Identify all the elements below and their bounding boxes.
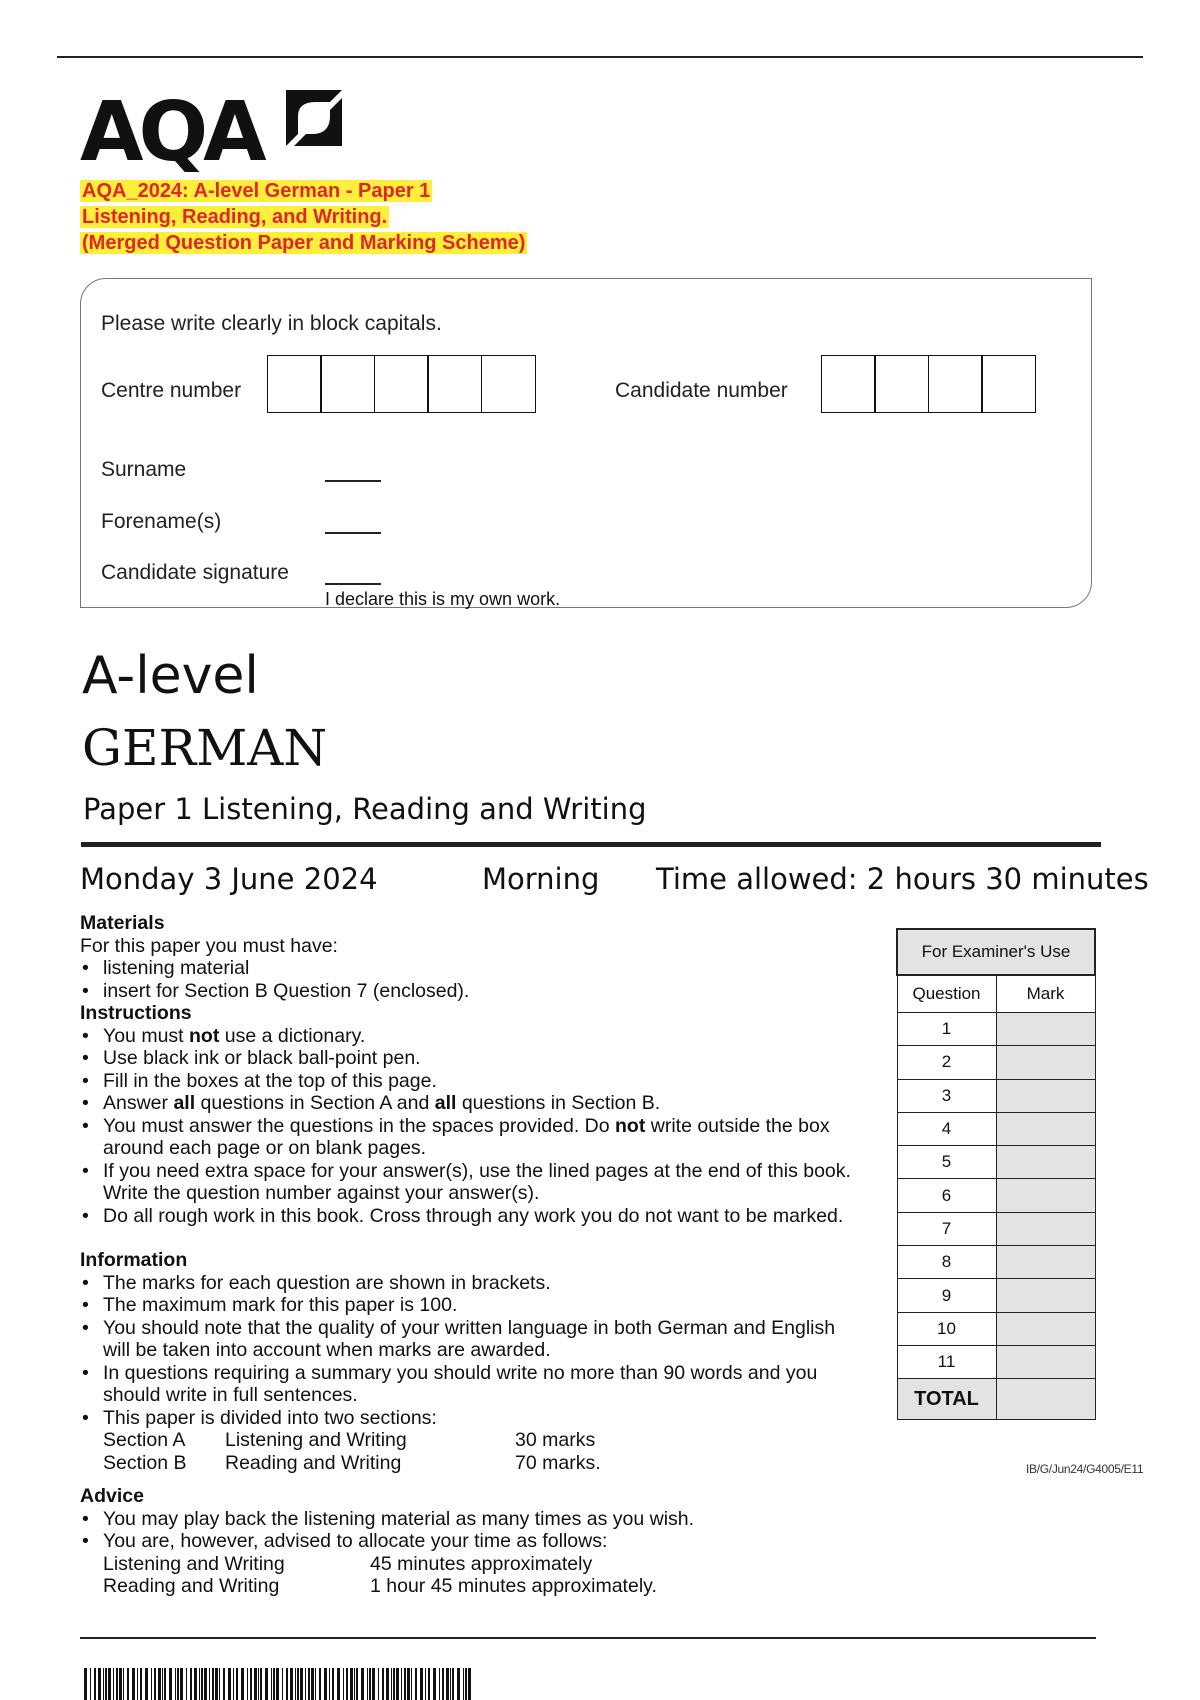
timing-part: Listening and Writing <box>103 1552 285 1575</box>
information-list <box>80 1272 860 1430</box>
mark-cell[interactable] <box>996 1079 1095 1112</box>
candidate-number-cell[interactable] <box>981 355 1036 413</box>
block-capitals-instruction: Please write clearly in block capitals. <box>101 312 442 335</box>
section-desc: Listening and Writing <box>225 1429 407 1451</box>
candidate-number-boxes[interactable] <box>822 355 1036 413</box>
front-page-instructions <box>80 912 860 1598</box>
barcode-icon <box>84 1668 472 1700</box>
aqa-logo: AQA <box>80 85 262 180</box>
exam-date: Monday 3 June 2024 <box>80 862 378 896</box>
question-number: 4 <box>897 1112 996 1145</box>
mark-cell[interactable] <box>996 1112 1095 1145</box>
table-row <box>897 1112 1095 1145</box>
question-number: 5 <box>897 1146 996 1179</box>
mark-cell[interactable] <box>996 1212 1095 1245</box>
mark-cell[interactable] <box>996 1046 1095 1079</box>
instructions-list <box>80 1025 860 1228</box>
time-allowed: Time allowed: 2 hours 30 minutes <box>656 862 1149 896</box>
table-row <box>897 1146 1095 1179</box>
candidate-number-cell[interactable] <box>928 355 983 413</box>
merged-paper-title <box>80 178 527 256</box>
list-item: • You are, however, advised to allocate your time as follows: <box>80 1530 860 1553</box>
mark-cell[interactable] <box>996 1146 1095 1179</box>
section-desc: Reading and Writing <box>225 1451 402 1474</box>
list-item: • You must not use a dictionary. <box>80 1025 860 1048</box>
question-number: 6 <box>897 1179 996 1212</box>
paper-code: IB/G/Jun24/G4005/E11 <box>1026 1462 1144 1476</box>
centre-number-label: Centre number <box>101 379 242 402</box>
mark-cell[interactable] <box>996 1279 1095 1312</box>
list-item: • If you need extra space for your answer(s), use the lined pages at the end of this book. Write the question number against your answer(s). <box>80 1160 860 1205</box>
table-row <box>897 1013 1095 1046</box>
centre-number-cell[interactable] <box>267 355 322 413</box>
list-item: • In questions requiring a summary you should write no more than 90 words and you should write in full sentences. <box>80 1362 860 1407</box>
question-number: 9 <box>897 1279 996 1312</box>
materials-intro: For this paper you must have: <box>80 934 338 957</box>
mark-cell[interactable] <box>996 1345 1095 1378</box>
timing-part: Reading and Writing <box>103 1575 280 1597</box>
signature-field[interactable] <box>325 583 381 585</box>
section-row <box>80 1429 860 1452</box>
section-row <box>80 1452 860 1475</box>
mark-cell[interactable] <box>996 1179 1095 1212</box>
total-mark-cell[interactable] <box>996 1379 1095 1420</box>
forename-label: Forename(s) <box>101 510 222 533</box>
question-column-header: Question <box>897 975 996 1013</box>
list-item: • The maximum mark for this paper is 100. <box>80 1294 860 1317</box>
title-rule <box>81 842 1101 847</box>
question-number: 7 <box>897 1212 996 1245</box>
paper-title: Paper 1 Listening, Reading and Writing <box>83 792 647 826</box>
total-row <box>897 1379 1095 1420</box>
section-marks: 70 marks. <box>515 1451 601 1474</box>
total-label: TOTAL <box>897 1379 996 1420</box>
section-name: Section A <box>103 1429 186 1451</box>
signature-label: Candidate signature <box>101 561 289 584</box>
surname-label: Surname <box>101 458 187 481</box>
centre-number-cell[interactable] <box>374 355 429 413</box>
exam-session: Morning <box>482 862 600 896</box>
question-number: 11 <box>897 1345 996 1378</box>
highlight-line-1: AQA_2024: A-level German - Paper 1 <box>82 180 431 202</box>
aqa-logo-mark-icon <box>286 90 342 146</box>
highlight-line-3: (Merged Question Paper and Marking Scheme) <box>82 232 526 254</box>
top-rule <box>57 56 1143 58</box>
highlight-line-2: Listening, Reading, and Writing. <box>82 206 388 228</box>
advice-list <box>80 1508 860 1553</box>
list-item: • This paper is divided into two sections: <box>80 1407 860 1430</box>
question-number: 10 <box>897 1312 996 1345</box>
list-item: • You must answer the questions in the spaces provided. Do not write outside the box around each page or on blank pages. <box>80 1115 860 1160</box>
surname-field[interactable] <box>325 480 381 482</box>
subject-title: GERMAN <box>82 719 328 777</box>
list-item: • The marks for each question are shown in brackets. <box>80 1272 860 1295</box>
table-row <box>897 1279 1095 1312</box>
timing-time: 1 hour 45 minutes approximately. <box>370 1575 657 1597</box>
advice-heading: Advice <box>80 1485 144 1507</box>
centre-number-cell[interactable] <box>481 355 536 413</box>
mark-cell[interactable] <box>996 1013 1095 1046</box>
table-row <box>897 1046 1095 1079</box>
list-item: • Answer all questions in Section A and all questions in Section B. <box>80 1092 860 1115</box>
table-row <box>897 1246 1095 1279</box>
list-item: • Fill in the boxes at the top of this page. <box>80 1070 860 1093</box>
declaration-text: I declare this is my own work. <box>325 589 561 609</box>
mark-cell[interactable] <box>996 1312 1095 1345</box>
timing-time: 45 minutes approximately <box>370 1552 593 1575</box>
question-number: 8 <box>897 1246 996 1279</box>
section-name: Section B <box>103 1451 187 1474</box>
instructions-heading: Instructions <box>80 1002 192 1024</box>
mark-column-header: Mark <box>996 975 1095 1013</box>
centre-number-boxes[interactable] <box>268 355 536 413</box>
table-row <box>897 1345 1095 1378</box>
question-number: 2 <box>897 1046 996 1079</box>
list-item: • Use black ink or black ball-point pen. <box>80 1047 860 1070</box>
list-item: • insert for Section B Question 7 (enclosed). <box>80 980 860 1003</box>
information-heading: Information <box>80 1249 188 1271</box>
examiners-use-title: For Examiner's Use <box>897 929 1095 975</box>
timing-row <box>80 1575 860 1598</box>
mark-cell[interactable] <box>996 1246 1095 1279</box>
table-row <box>897 1079 1095 1112</box>
candidate-number-cell[interactable] <box>821 355 876 413</box>
list-item: • You should note that the quality of your written language in both German and English will be taken into account when marks are awarded. <box>80 1317 860 1362</box>
candidate-number-label: Candidate number <box>615 379 788 402</box>
forename-field[interactable] <box>325 532 381 534</box>
list-item: • You may play back the listening material as many times as you wish. <box>80 1508 860 1531</box>
materials-heading: Materials <box>80 912 165 934</box>
examiners-use-table <box>896 928 1096 1420</box>
timing-row <box>80 1553 860 1576</box>
bottom-rule <box>80 1637 1096 1639</box>
section-marks: 30 marks <box>515 1429 596 1451</box>
list-item: • Do all rough work in this book. Cross through any work you do not want to be marked. <box>80 1205 860 1228</box>
table-row <box>897 1212 1095 1245</box>
list-item: • listening material <box>80 957 860 980</box>
question-number: 3 <box>897 1079 996 1112</box>
centre-number-cell[interactable] <box>320 355 375 413</box>
table-row <box>897 1312 1095 1345</box>
materials-list <box>80 957 860 1002</box>
qualification-level: A-level <box>82 646 259 706</box>
table-row <box>897 1179 1095 1212</box>
centre-number-cell[interactable] <box>427 355 482 413</box>
question-number: 1 <box>897 1013 996 1046</box>
candidate-number-cell[interactable] <box>874 355 929 413</box>
